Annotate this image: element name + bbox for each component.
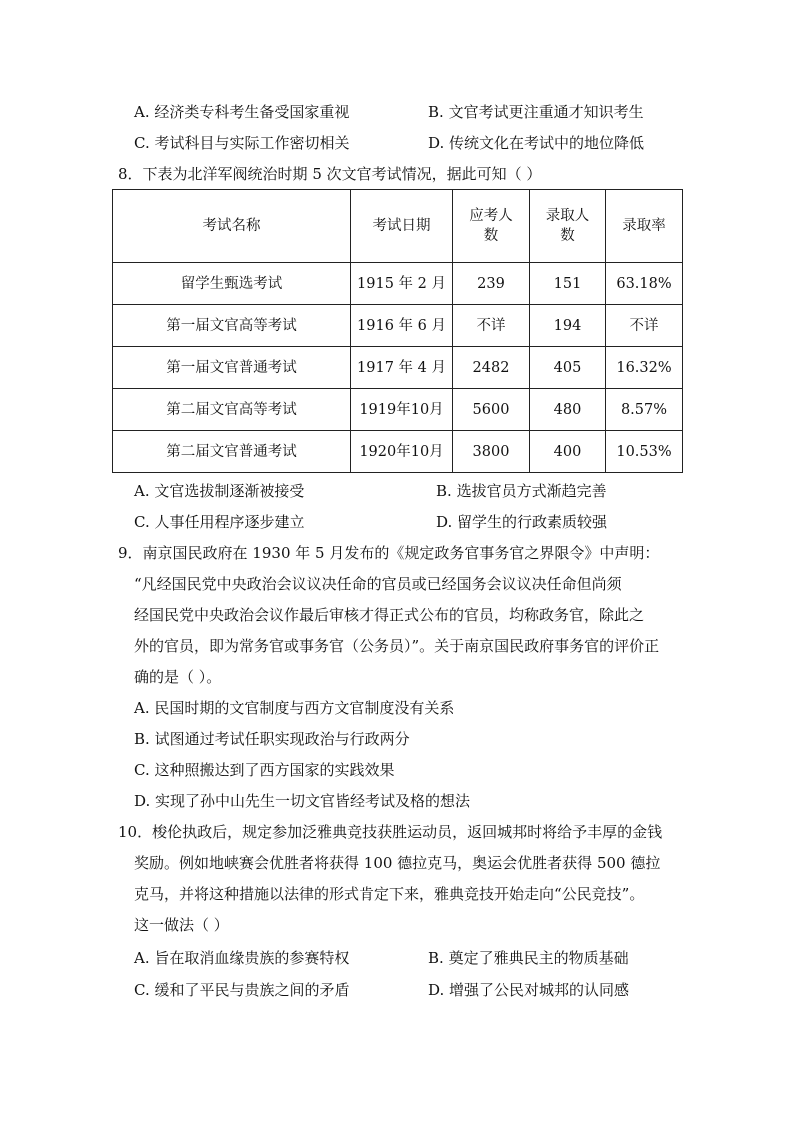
table-row (113, 347, 683, 389)
option-text: 奠定了雅典民主的物质基础 (448, 949, 629, 967)
option-letter: B. (428, 949, 444, 967)
header-exam-date: 考试日期 (351, 190, 453, 263)
q9-option-a[interactable] (134, 698, 454, 718)
q8-option-a[interactable] (134, 481, 304, 501)
cell-applicants: 2482 (453, 347, 530, 389)
header-exam-name: 考试名称 (113, 190, 351, 263)
option-text: 留学生的行政素质较强 (457, 513, 608, 531)
header-admitted-line2: 数 (560, 228, 575, 244)
option-letter: B. (436, 482, 452, 500)
table-row (113, 263, 683, 305)
cell-exam-name: 第二届文官普通考试 (113, 431, 351, 473)
q8-stem: 8．下表为北洋军阀统治时期 5 次文官考试情况，据此可知（ ） (118, 165, 542, 183)
exam-table (112, 189, 683, 473)
header-applicants (453, 190, 530, 263)
q9-stem-line: 外的官员，即为常务官或事务官（公务员）”。关于南京国民政府事务官的评价正 (134, 637, 660, 655)
header-applicants-line2: 数 (483, 228, 499, 244)
q7-option-a[interactable] (134, 102, 349, 122)
q10-stem-line: 这一做法（ ） (134, 916, 229, 934)
cell-rate: 10.53% (606, 431, 683, 473)
q9-stem-line: 9．南京国民政府在 1930 年 5 月发布的《规定政务官事务官之界限令》中声明： (118, 544, 660, 562)
table-row (113, 305, 683, 347)
cell-admitted: 151 (530, 263, 606, 305)
option-text: 缓和了平民与贵族之间的矛盾 (154, 981, 350, 999)
table-row (113, 431, 683, 473)
cell-admitted: 405 (530, 347, 606, 389)
q10-stem-line: 奖励。例如地峡赛会优胜者将获得 100 德拉克马，奥运会优胜者获得 500 德拉 (134, 854, 661, 872)
cell-exam-name: 第一届文官普通考试 (113, 347, 351, 389)
option-text: 文官选拔制逐渐被接受 (154, 482, 305, 500)
q10-option-d[interactable] (428, 980, 629, 1000)
q10-option-a[interactable] (134, 948, 349, 968)
option-letter: C. (134, 513, 150, 531)
option-letter: D. (428, 981, 445, 999)
option-text: 选拔官员方式渐趋完善 (456, 482, 607, 500)
option-letter: D. (428, 134, 445, 152)
header-admission-rate: 录取率 (606, 190, 683, 263)
option-text: 实现了孙中山先生一切文官皆经考试及格的想法 (155, 792, 471, 810)
cell-admitted: 400 (530, 431, 606, 473)
cell-rate: 8.57% (606, 389, 683, 431)
option-letter: A. (134, 949, 150, 967)
option-text: 考试科目与实际工作密切相关 (154, 134, 350, 152)
q7-option-d[interactable] (428, 133, 644, 153)
option-letter: D. (436, 513, 453, 531)
q8-option-b[interactable] (436, 481, 607, 501)
cell-rate: 16.32% (606, 347, 683, 389)
cell-applicants: 5600 (453, 389, 530, 431)
option-text: 试图通过考试任职实现政治与行政两分 (154, 730, 410, 748)
option-letter: A. (134, 482, 150, 500)
cell-exam-name: 第一届文官高等考试 (113, 305, 351, 347)
header-applicants-line1: 应考人 (469, 208, 513, 224)
option-text: 经济类专科考生备受国家重视 (154, 103, 350, 121)
q10-option-b[interactable] (428, 948, 629, 968)
q10-stem-line: 克马，并将这种措施以法律的形式肯定下来，雅典竞技开始走向“公民竞技”。 (134, 885, 645, 903)
cell-exam-name: 留学生甄选考试 (113, 263, 351, 305)
cell-exam-date: 1917 年 4 月 (351, 347, 453, 389)
table-header-row (113, 190, 683, 263)
q8-option-d[interactable] (436, 512, 607, 532)
option-text: 这种照搬达到了西方国家的实践效果 (154, 761, 395, 779)
cell-exam-date: 1916 年 6 月 (351, 305, 453, 347)
option-letter: A. (134, 699, 150, 717)
q9-stem-line: 经国民党中央政治会议作最后审核才得正式公布的官员，均称政务官，除此之 (134, 606, 645, 624)
cell-applicants: 239 (453, 263, 530, 305)
q9-stem-line: “凡经国民党中央政治会议议决任命的官员或已经国务会议议决任命但尚须 (134, 575, 622, 593)
option-text: 旨在取消血缘贵族的参赛特权 (154, 949, 350, 967)
header-admitted (530, 190, 606, 263)
option-text: 传统文化在考试中的地位降低 (449, 134, 645, 152)
option-letter: D. (134, 792, 151, 810)
cell-exam-date: 1920年10月 (351, 431, 453, 473)
table-row (113, 389, 683, 431)
option-letter: B. (134, 730, 150, 748)
option-letter: C. (134, 761, 150, 779)
option-letter: C. (134, 981, 150, 999)
q7-option-b[interactable] (428, 102, 644, 122)
q10-option-c[interactable] (134, 980, 350, 1000)
option-text: 文官考试更注重通才知识考生 (448, 103, 644, 121)
option-letter: B. (428, 103, 444, 121)
q10-stem-line: 10．梭伦执政后，规定参加泛雅典竞技获胜运动员，返回城邦时将给予丰厚的金钱 (118, 823, 663, 841)
cell-exam-date: 1915 年 2 月 (351, 263, 453, 305)
option-letter: C. (134, 134, 150, 152)
q9-option-d[interactable] (134, 791, 470, 811)
cell-admitted: 480 (530, 389, 606, 431)
q9-option-c[interactable] (134, 760, 395, 780)
option-text: 人事任用程序逐步建立 (154, 513, 305, 531)
cell-applicants: 3800 (453, 431, 530, 473)
option-text: 增强了公民对城邦的认同感 (449, 981, 630, 999)
q7-option-c[interactable] (134, 133, 350, 153)
cell-exam-name: 第二届文官高等考试 (113, 389, 351, 431)
cell-applicants: 不详 (453, 305, 530, 347)
q8-option-c[interactable] (134, 512, 305, 532)
option-letter: A. (134, 103, 150, 121)
q9-option-b[interactable] (134, 729, 410, 749)
q9-stem-line: 确的是（ ）。 (134, 668, 222, 686)
cell-admitted: 194 (530, 305, 606, 347)
option-text: 民国时期的文官制度与西方文官制度没有关系 (154, 699, 455, 717)
cell-exam-date: 1919年10月 (351, 389, 453, 431)
cell-rate: 63.18% (606, 263, 683, 305)
cell-rate: 不详 (606, 305, 683, 347)
header-admitted-line1: 录取人 (545, 208, 590, 224)
